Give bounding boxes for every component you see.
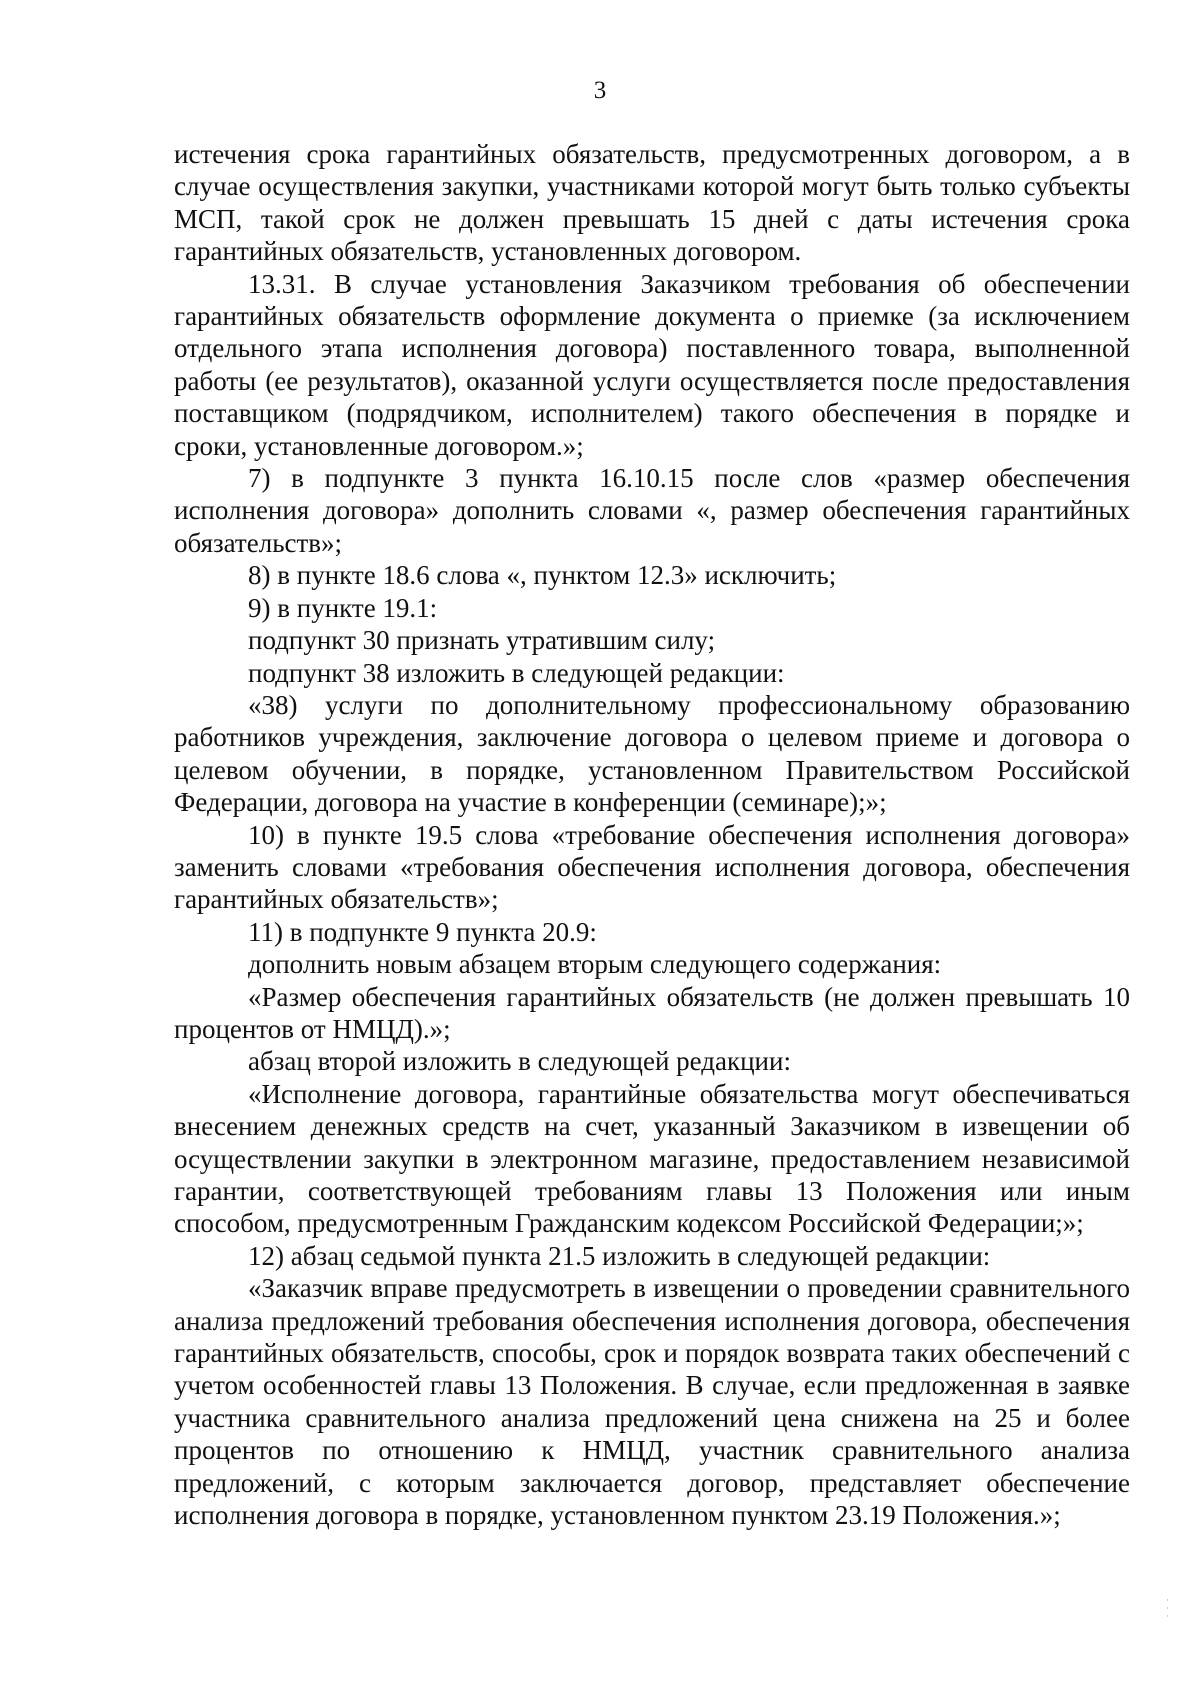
paragraph: подпункт 38 изложить в следующей редакции: [248, 657, 785, 688]
document-body [174, 138, 1130, 1531]
page-number: 3 [593, 77, 607, 104]
paragraph: дополнить новым абзацем вторым следующего содержания: [248, 949, 942, 980]
paragraph: 11) в подпункте 9 пункта 20.9: [248, 916, 597, 947]
paragraph: 8) в пункте 18.6 слова «, пунктом 12.3» исключить; [248, 560, 837, 591]
paragraph: 7) в подпункте 3 пункта 16.10.15 после слов «размер обеспечения исполнения договора» дополнить словами «, размер обеспечения гарантийных обязательств»; [174, 463, 1130, 558]
paragraph: 13.31. В случае установления Заказчиком требования об обеспечении гарантийных обязательств оформление документа о приемке (за исключением отдельного этапа исполнения договора) поставленного товара, выполненной работы (ее результатов), оказанной услуги осуществляется после предоставления поставщиком (подрядчиком, исполнителем) такого обеспечения в порядке и сроки, установленные договором.»; [174, 268, 1130, 461]
paragraph: истечения срока гарантийных обязательств, предусмотренных договором, а в случае осуществления закупки, участниками которой могут быть только субъекты МСП, такой срок не должен превышать 15 дней с даты истечения срока гарантийных обязательств, установленных договором. [174, 139, 1130, 267]
paragraph: 9) в пункте 19.1: [248, 592, 438, 623]
paragraph: абзац второй изложить в следующей редакции: [248, 1046, 791, 1077]
paragraph: 12) абзац седьмой пункта 21.5 изложить в следующей редакции: [248, 1240, 991, 1271]
paragraph: «Заказчик вправе предусмотреть в извещении о проведении сравнительного анализа предложений требования обеспечения исполнения договора, обеспечения гарантийных обязательств, способы, срок и порядок возврата таких обеспечений с учетом особенностей главы 13 Положения. В случае, если предложенная в заявке участника сравнительного анализа предложений цена снижена на 25 и более процентов по отношению к НМЦД, участник сравнительного анализа предложений, с которым заключается договор, представляет обеспечение исполнения договора в порядке, установленном пунктом 23.19 Положения.»; [174, 1273, 1130, 1531]
paragraph: «Исполнение договора, гарантийные обязательства могут обеспечиваться внесением денежных средств на счет, указанный Заказчиком в извещении об осуществлении закупки в электронном магазине, предоставлением независимой гарантии, соответствующей требованиям главы 13 Положения или иным способом, предусмотренным Гражданским кодексом Российской Федерации;»; [174, 1078, 1130, 1239]
paragraph: подпункт 30 признать утратившим силу; [248, 625, 716, 656]
paragraph: 10) в пункте 19.5 слова «требование обеспечения исполнения договора» заменить словами «требования обеспечения исполнения договора, обеспечения гарантийных обязательств»; [174, 819, 1130, 915]
paragraph: «Размер обеспечения гарантийных обязательств (не должен превышать 10 процентов от НМЦД).»; [174, 981, 1130, 1044]
scan-margin-marks: · · · [1166, 1595, 1169, 1621]
paragraph: «38) услуги по дополнительному профессиональному образованию работников учреждения, заключение договора о целевом приеме и договора о целевом обучении, в порядке, установленном Правительством Российской Федерации, договора на участие в конференции (семинаре);»; [174, 689, 1130, 818]
